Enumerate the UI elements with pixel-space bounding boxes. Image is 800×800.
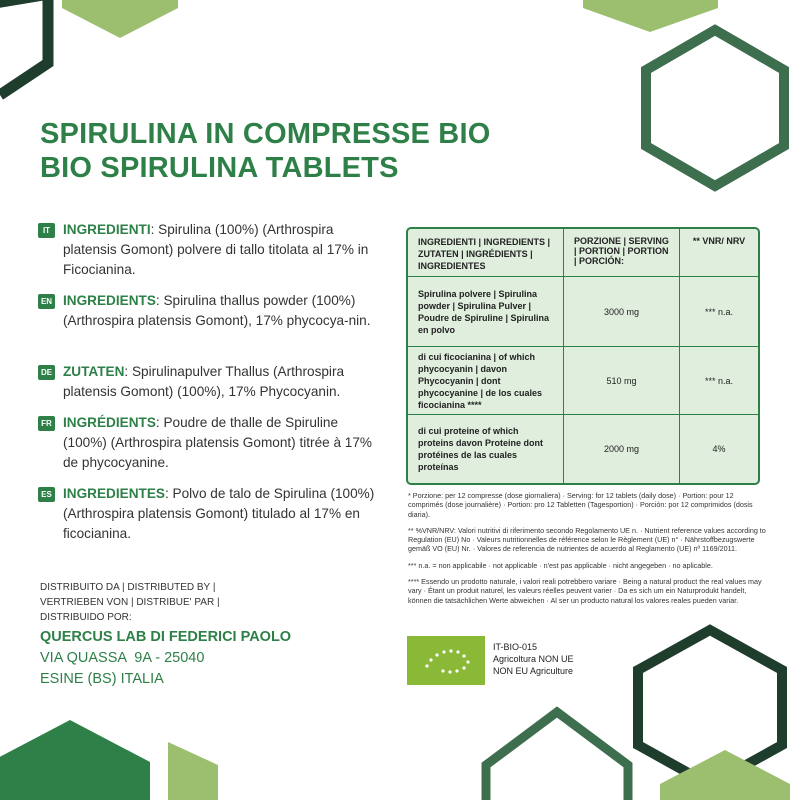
header-portion: PORZIONE | SERVING | PORTION | PORTION | PORCIÓN: (564, 229, 680, 277)
organic-line-2: NON EU Agriculture (493, 666, 574, 676)
row-portion: 3000 mg (564, 277, 680, 347)
row-name: di cui proteine of which proteins davon Proteine dont protéines de las cuales proteínas (408, 415, 564, 483)
ingredient-item-it (38, 220, 383, 280)
distributor-address (40, 627, 291, 690)
ingredient-label: INGREDIENTI (63, 222, 151, 237)
ingredient-label: INGRÉDIENTS (63, 415, 156, 430)
top-left-dark-stroke (0, 0, 48, 95)
organic-code: IT-BIO-015 (493, 642, 538, 652)
footnote-na: *** n.a. = non applicabile · not applicable · n'est pas applicable · nicht angegeben · no aplicable. (408, 560, 713, 570)
table-header-row (408, 229, 758, 277)
top-left-dark-hexagon-edge (0, 0, 40, 5)
table-row (408, 415, 758, 483)
row-nrv: *** n.a. (680, 277, 758, 347)
ingredient-item-es (38, 484, 383, 544)
row-portion: 2000 mg (564, 415, 680, 483)
footnote-nrv: ** %VNR/NRV: Valori nutritivi di riferimento secondo Regolamento UE n. · Nutrient reference values according to Regulation (EU) No · Valeurs nutritionnelles de référence selon le Règlement (UE) n° · Nährstoffbezugswerte gemäß VO (EU) Nr. · Valores de referencia de nutrientes de acuerdo al Reglamento (UE) nº 1169/2011. (408, 525, 766, 554)
nutrition-table (406, 227, 760, 485)
product-title-italian: SPIRULINA IN COMPRESSE BIO (40, 118, 491, 150)
organic-line-1: Agricoltura NON UE (493, 654, 574, 664)
ingredient-item-fr (38, 413, 383, 473)
language-badge-es: ES (38, 487, 55, 502)
row-portion: 510 mg (564, 347, 680, 415)
footnote-serving: * Porzione: per 12 compresse (dose giornaliera) · Serving: for 12 tablets (daily dose) · Portion: pour 12 comprimés (dose journalière) · Portion: pro 12 Tabletten (Tagesportion) · Porción: por 12 comprimidos (dosis diaria). (408, 491, 753, 519)
row-name: Spirulina polvere | Spirulina powder | Spirulina Pulver | Poudre de Spiruline | Spirulina en polvo (408, 277, 564, 347)
language-badge-it: IT (38, 223, 55, 238)
ingredient-label: ZUTATEN (63, 364, 125, 379)
eu-leaf-stars-icon (407, 636, 485, 685)
footnote-natural-product: **** Essendo un prodotto naturale, i valori reali potrebbero variare · Being a natural product the real values may vary · Étant un produit naturel, les valeurs réelles peuvent varier · Da es sich um ein Naturprodukt handelt, können die tatsächlichen Werte abweichen · Al ser un producto natural los valores reales pueden variar. (408, 577, 762, 605)
bottom-right-light-hexagon (660, 750, 790, 800)
table-row (408, 277, 758, 347)
row-nrv: *** n.a. (680, 347, 758, 415)
top-left-light-hexagon (62, 0, 178, 38)
ingredient-text: : Spirulina (100%) (Arthrospira platensis Gomont) polvere di tallo titolata al 17% in Ficocianina. (63, 222, 369, 277)
header-ingredients: INGREDIENTI | INGREDIENTS | ZUTATEN | INGRÉDIENTS | INGREDIENTES (408, 229, 564, 277)
language-badge-fr: FR (38, 416, 55, 431)
organic-certification (493, 641, 574, 677)
address-line-2: ESINE (BS) ITALIA (40, 671, 164, 687)
ingredient-label: INGREDIENTS (63, 293, 156, 308)
ingredient-item-de (38, 362, 383, 402)
ingredient-text: : Spirulina thallus powder (100%) (Arthrospira platensis Gomont), 17% phycocya-nin. (63, 293, 371, 328)
row-nrv: 4% (712, 444, 726, 454)
ingredient-text: : Polvo de talo de Spirulina (100%) (Arthrospira platensis Gomont) titulado al 17% en ficocianina. (63, 486, 375, 541)
ingredient-text: : Poudre de thalle de Spiruline (100%) (Arthrospira platensis Gomont) titrée à 17% de phycocyanine. (63, 415, 373, 470)
bottom-left-light-hexagon (168, 742, 218, 800)
ingredient-text: : Spirulinapulver Thallus (Arthrospira platensis Gomont) (100%), 17% Phycocyanin. (63, 364, 345, 399)
language-badge-de: DE (38, 365, 55, 380)
bottom-left-dark-hexagon (0, 720, 150, 800)
table-row (408, 347, 758, 415)
eu-organic-leaf-icon (407, 636, 485, 685)
distributor-label: DISTRIBUITO DA | DISTRIBUTED BY | VERTRIEBEN VON | DISTRIBUE' PAR | DISTRIBUIDO POR: (40, 582, 220, 623)
top-right-outline-hexagon (646, 30, 784, 186)
bottom-right-large-outline (486, 712, 628, 800)
language-badge-en: EN (38, 294, 55, 309)
footnotes (408, 491, 768, 612)
company-name: QUERCUS LAB DI FEDERICI PAOLO (40, 629, 292, 645)
top-right-light-hexagon (583, 0, 718, 32)
row-name: di cui ficocianina | of which phycocyanin | davon Phycocyanin | dont phycocyanine | de los cuales ficocianina **** (408, 347, 564, 415)
product-title-english: BIO SPIRULINA TABLETS (40, 152, 399, 184)
address-line-1: VIA QUASSA 9A - 25040 (40, 650, 205, 666)
ingredient-label: INGREDIENTES (63, 486, 165, 501)
header-nrv: ** VNR/ NRV (680, 229, 758, 277)
ingredient-item-en (38, 291, 383, 331)
